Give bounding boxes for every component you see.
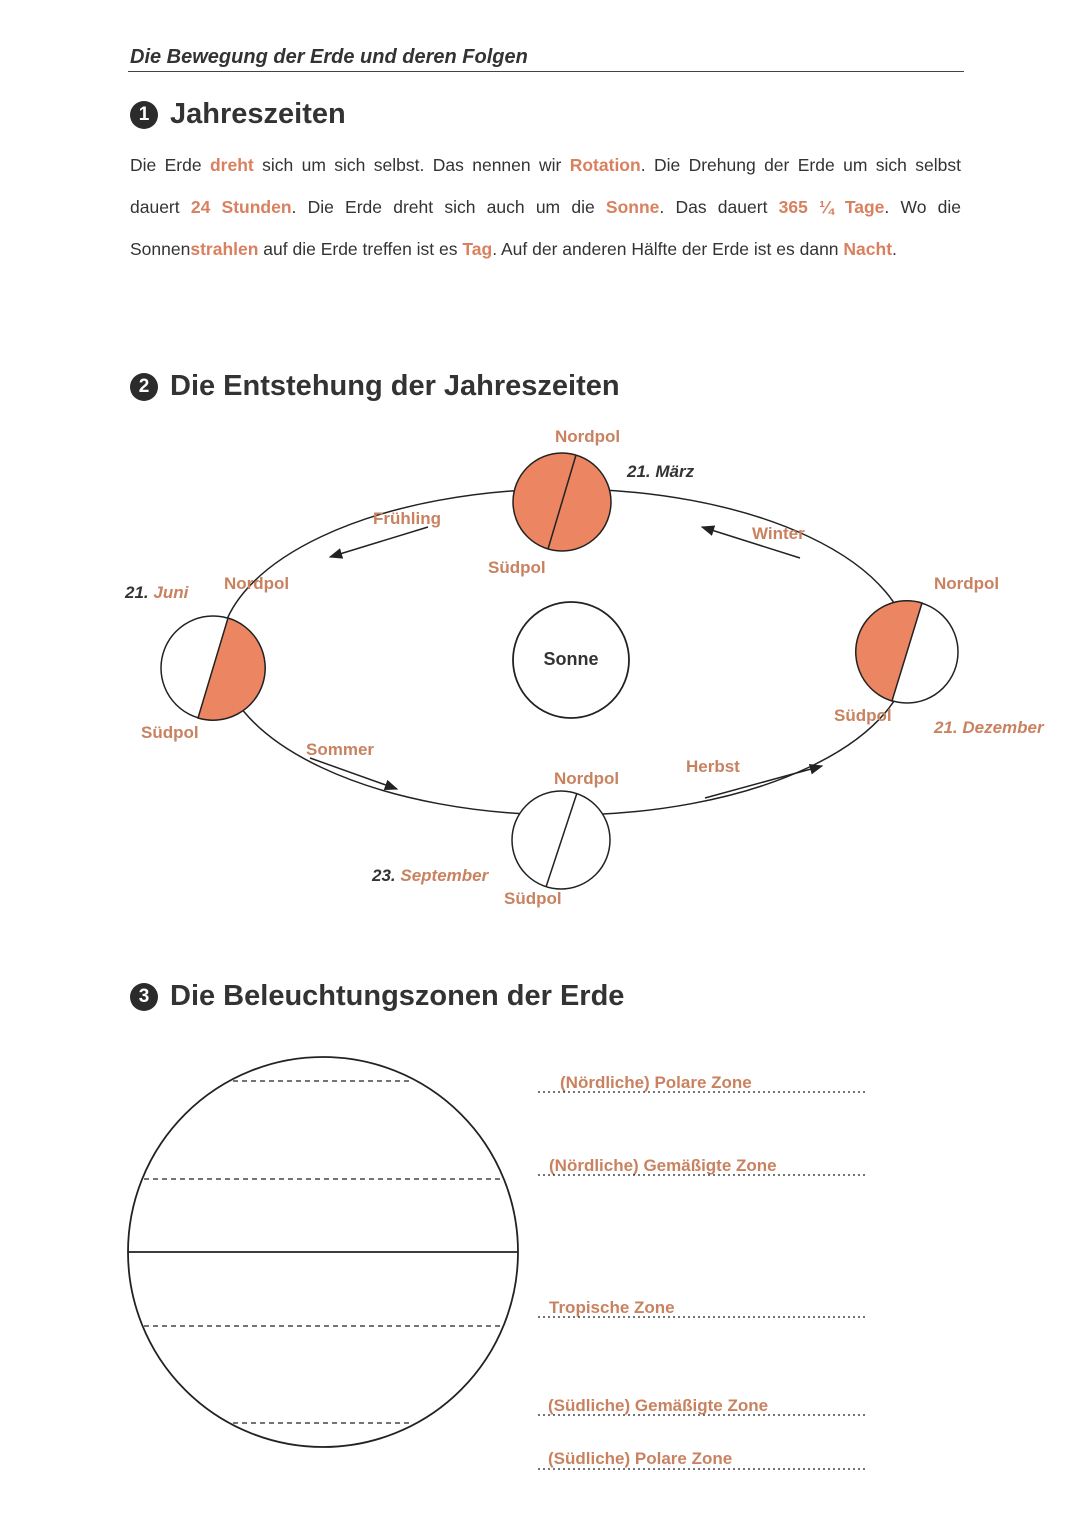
page-header-title: Die Bewegung der Erde und deren Folgen <box>130 46 528 68</box>
zone-tropical: Tropische Zone <box>549 1298 675 1317</box>
section1-title: Jahreszeiten <box>170 98 346 130</box>
section3-number-icon: 3 <box>130 983 158 1011</box>
section3-title: Die Beleuchtungszonen der Erde <box>170 980 625 1012</box>
section3-heading <box>130 980 624 1013</box>
season-summer-label: Sommer <box>306 740 375 759</box>
globe-icon <box>128 1057 518 1447</box>
zone-south-temperate: (Südliche) Gemäßigte Zone <box>548 1396 769 1415</box>
season-spring-label: Frühling <box>373 509 441 528</box>
zone-north-polar: (Nördliche) Polare Zone <box>560 1073 752 1092</box>
earth-june-icon <box>161 616 265 720</box>
season-winter-label: Winter <box>752 524 805 543</box>
section1-line-3: Sonnenstrahlen auf die Erde treffen ist es Tag. Auf der anderen Hälfte der Erde ist es dann Nacht. <box>130 239 897 259</box>
keyword-365-tage: 365 ¼ Tage <box>778 197 885 217</box>
pole-south-december: Südpol <box>834 706 892 725</box>
zone-north-temperate: (Nördliche) Gemäßigte Zone <box>549 1156 777 1175</box>
section2-title: Die Entstehung der Jahreszeiten <box>170 370 620 402</box>
zone-south-polar: (Südliche) Polare Zone <box>548 1449 733 1468</box>
earth-orbit-diagram <box>0 420 1080 940</box>
section1-line-1: Die Erde dreht sich um sich selbst. Das nennen wir Rotation. Die Drehung der Erde um sich selbst <box>130 155 961 175</box>
pole-north-march: Nordpol <box>555 427 621 446</box>
date-march: 21. März <box>627 462 695 481</box>
arrow-summer <box>310 758 397 789</box>
earth-march-icon <box>513 453 611 551</box>
keyword-tag: Tag <box>462 239 493 259</box>
pole-south-september: Südpol <box>504 889 562 908</box>
section1-heading <box>130 98 346 131</box>
section2-number-icon: 2 <box>130 373 158 401</box>
keyword-sonne: Sonne <box>605 197 660 217</box>
pole-north-september: Nordpol <box>554 769 620 788</box>
earth-december-icon <box>856 601 958 703</box>
date-september: 23. September <box>372 866 489 885</box>
keyword-strahlen: strahlen <box>190 239 259 259</box>
illumination-zones-diagram <box>0 1040 1080 1510</box>
header-divider <box>128 71 964 72</box>
pole-north-december: Nordpol <box>934 574 1000 593</box>
section1-number-icon: 1 <box>130 101 158 129</box>
section2-heading <box>130 370 620 403</box>
pole-south-june: Südpol <box>141 723 199 742</box>
date-june: 21. Juni <box>125 583 189 602</box>
keyword-rotation: Rotation <box>569 155 641 175</box>
keyword-nacht: Nacht <box>843 239 893 259</box>
pole-north-june: Nordpol <box>224 574 290 593</box>
pole-south-march: Südpol <box>488 558 546 577</box>
earth-september-icon <box>512 791 610 889</box>
keyword-dreht: dreht <box>209 155 254 175</box>
arrow-spring <box>330 527 428 557</box>
date-december: 21. Dezember <box>934 718 1044 737</box>
keyword-24-stunden: 24 Stunden <box>190 197 292 217</box>
section1-line-2: dauert 24 Stunden. Die Erde dreht sich auch um die Sonne. Das dauert 365 ¼ Tage. Wo die <box>130 197 961 217</box>
sun-label: Sonne <box>543 649 599 669</box>
season-autumn-label: Herbst <box>686 757 740 776</box>
